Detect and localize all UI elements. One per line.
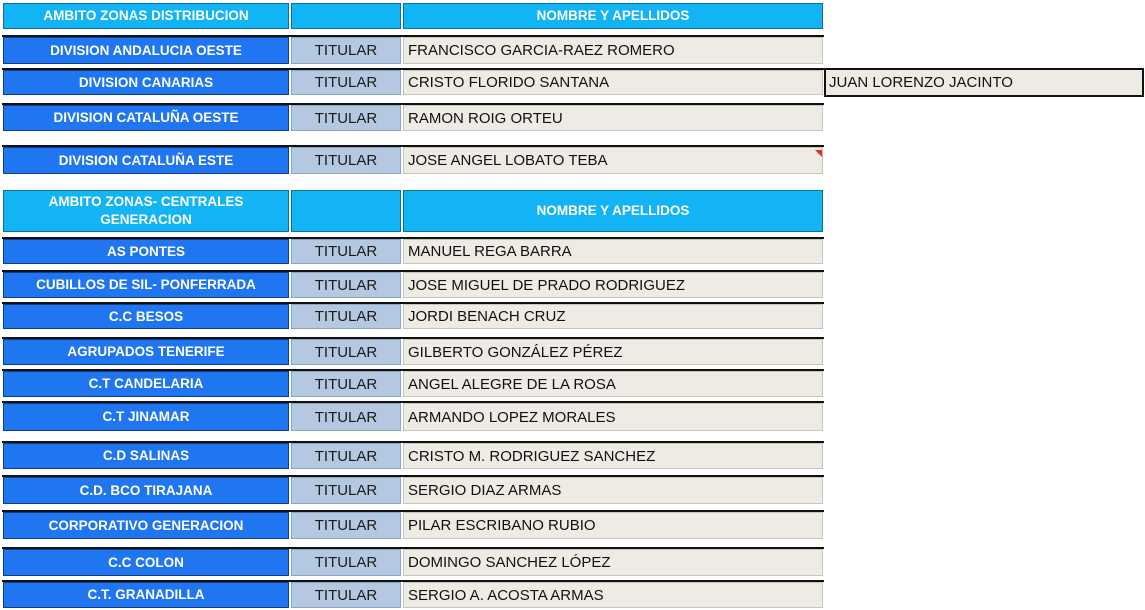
role-cell: TITULAR bbox=[291, 443, 401, 469]
role-cell: TITULAR bbox=[291, 147, 401, 174]
name-cell: ARMANDO LOPEZ MORALES bbox=[403, 403, 823, 431]
name-cell: GILBERTO GONZÁLEZ PÉREZ bbox=[403, 339, 823, 365]
extra-name-cell: JUAN LORENZO JACINTO bbox=[824, 68, 1144, 97]
comment-marker bbox=[815, 150, 822, 157]
role-cell: TITULAR bbox=[291, 403, 401, 431]
role-cell: TITULAR bbox=[291, 304, 401, 329]
zone-cell: C.T CANDELARIA bbox=[3, 371, 289, 397]
zone-cell: C.C BESOS bbox=[3, 304, 289, 329]
zone-cell: CORPORATIVO GENERACION bbox=[3, 512, 289, 539]
name-cell: SERGIO DIAZ ARMAS bbox=[403, 477, 823, 504]
name-cell: ANGEL ALEGRE DE LA ROSA bbox=[403, 371, 823, 397]
role-cell: TITULAR bbox=[291, 477, 401, 504]
role-cell: TITULAR bbox=[291, 582, 401, 608]
role-cell: TITULAR bbox=[291, 371, 401, 397]
header-role-blank bbox=[291, 190, 401, 232]
name-cell: JORDI BENACH CRUZ bbox=[403, 304, 823, 329]
zone-cell: AGRUPADOS TENERIFE bbox=[3, 339, 289, 365]
role-cell: TITULAR bbox=[291, 105, 401, 131]
name-cell: RAMON ROIG ORTEU bbox=[403, 105, 823, 131]
header-name-distribution: NOMBRE Y APELLIDOS bbox=[403, 3, 823, 29]
zone-cell: C.C COLON bbox=[3, 549, 289, 576]
zone-cell: CUBILLOS DE SIL- PONFERRADA bbox=[3, 272, 289, 298]
zone-cell: C.T. GRANADILLA bbox=[3, 582, 289, 608]
name-cell: SERGIO A. ACOSTA ARMAS bbox=[403, 582, 823, 608]
zone-cell: DIVISION CATALUÑA ESTE bbox=[3, 147, 289, 174]
name-cell: PILAR ESCRIBANO RUBIO bbox=[403, 512, 823, 539]
name-cell: DOMINGO SANCHEZ LÓPEZ bbox=[403, 549, 823, 576]
header-zone-distribution: AMBITO ZONAS DISTRIBUCION bbox=[3, 3, 289, 29]
role-cell: TITULAR bbox=[291, 339, 401, 365]
role-cell: TITULAR bbox=[291, 37, 401, 64]
zone-cell: DIVISION CATALUÑA OESTE bbox=[3, 105, 289, 131]
header-role-blank bbox=[291, 3, 401, 29]
name-cell: MANUEL REGA BARRA bbox=[403, 239, 823, 264]
zone-cell: C.D. BCO TIRAJANA bbox=[3, 477, 289, 504]
header-zone-generation: AMBITO ZONAS- CENTRALES GENERACION bbox=[3, 190, 289, 232]
zone-cell: DIVISION CANARIAS bbox=[3, 70, 289, 95]
role-cell: TITULAR bbox=[291, 272, 401, 298]
role-cell: TITULAR bbox=[291, 239, 401, 264]
name-cell: CRISTO FLORIDO SANTANA bbox=[403, 70, 823, 95]
name-cell: JOSE ANGEL LOBATO TEBA bbox=[403, 147, 823, 174]
zone-cell: DIVISION ANDALUCIA OESTE bbox=[3, 37, 289, 64]
name-cell: FRANCISCO GARCIA-RAEZ ROMERO bbox=[403, 37, 823, 64]
name-cell: CRISTO M. RODRIGUEZ SANCHEZ bbox=[403, 443, 823, 469]
zone-cell: AS PONTES bbox=[3, 239, 289, 264]
header-name-generation: NOMBRE Y APELLIDOS bbox=[403, 190, 823, 232]
role-cell: TITULAR bbox=[291, 512, 401, 539]
role-cell: TITULAR bbox=[291, 70, 401, 95]
name-cell: JOSE MIGUEL DE PRADO RODRIGUEZ bbox=[403, 272, 823, 298]
zone-cell: C.T JINAMAR bbox=[3, 403, 289, 431]
role-cell: TITULAR bbox=[291, 549, 401, 576]
zone-cell: C.D SALINAS bbox=[3, 443, 289, 469]
